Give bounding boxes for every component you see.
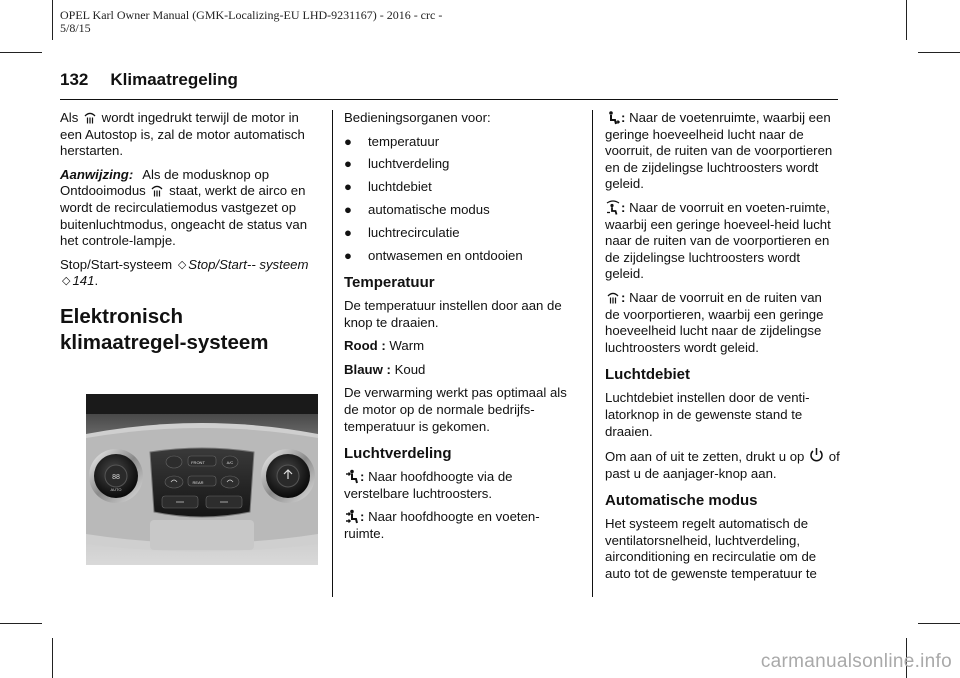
defrost-icon — [150, 183, 164, 198]
crop-mark — [918, 52, 960, 53]
chapter-title: Klimaatregeling — [110, 70, 238, 89]
meta-line: OPEL Karl Owner Manual (GMK-Localizing-EU LHD-9231167) - 2016 - crc - — [60, 8, 443, 22]
vent-face-icon — [345, 469, 359, 484]
crop-mark — [52, 0, 53, 40]
paragraph: Blauw : Koud — [344, 361, 426, 377]
paragraph: De temperatuur instellen door aan de knop te draaien. — [344, 298, 562, 330]
paragraph: Bedieningsorganen voor: — [344, 110, 491, 125]
paragraph: Om aan of uit te zetten, drukt u op of past u de aanjager-knop aan. — [605, 449, 840, 481]
column-3 — [605, 110, 840, 590]
list-item: ● luchtdebiet — [344, 179, 432, 195]
list-item: ● temperatuur — [344, 133, 440, 149]
subsection-heading: Luchtdebiet — [605, 366, 690, 384]
list-item: ● luchtverdeling — [344, 156, 450, 172]
column-1 — [60, 110, 315, 356]
subsection-heading: Temperatuur — [344, 274, 435, 292]
paragraph: Rood : Warm — [344, 338, 425, 354]
cross-reference-page[interactable]: 141 — [72, 273, 95, 289]
paragraph: : Naar hoofdhoogte en voeten-ruimte. — [344, 509, 540, 542]
paragraph: Luchtdebiet instellen door de venti-latorknop in de gewenste stand te draaien. — [605, 390, 810, 439]
crop-mark — [0, 52, 42, 53]
vent-windshield-feet-icon — [606, 200, 620, 215]
paragraph: Het systeem regelt automatisch de ventilatorsnelheid, luchtverdeling, airconditioning en recirculatie om de auto tot de gewenste temperatuur te — [605, 516, 817, 582]
auto-label: AUTO — [110, 487, 122, 492]
paragraph: : Naar de voorruit en voeten-ruimte, waarbij een geringe hoeveel-heid lucht naar de ruiten van de voorportieren en de zijdelingse luchtroosters wordt geleid. — [605, 199, 831, 282]
climate-control-panel-photo — [86, 394, 318, 565]
subsection-heading: Automatische modus — [605, 492, 758, 510]
ac-label: A/C — [226, 460, 234, 465]
vent-feet-icon — [606, 110, 620, 125]
paragraph: Als wordt ingedrukt terwijl de motor in een Autostop is, zal de motor automatisch herstarten. — [60, 110, 305, 159]
note: Aanwijzing: Als de modusknop op Ontdooimodus staat, werkt de airco en wordt de recirculatiemodus vastgezet op buitenluchtmodus, ongeacht de status van het controle-lampje. — [60, 166, 308, 249]
paragraph: : Naar de voetenruimte, waarbij een geringe hoeveelheid lucht naar de voorruit, de ruiten van de voorportieren en de zijdelingse luchtroosters wordt geleid. — [605, 110, 833, 192]
crop-mark — [0, 623, 42, 624]
page-number: 132 — [60, 70, 89, 89]
defrost-icon — [606, 290, 620, 305]
cross-reference-link[interactable]: Stop/Start-- systeem — [188, 256, 309, 272]
page-reference-icon: ◇ — [62, 275, 71, 288]
column-separator — [592, 110, 593, 597]
paragraph: De verwarming werkt pas optimaal als de motor op de normale bedrijfs-temperatuur is gekomen. — [344, 385, 567, 434]
list-item: ● ontwasemen en ontdooien — [344, 247, 523, 263]
defrost-icon — [83, 110, 97, 125]
rear-defrost-label: REAR — [192, 480, 204, 485]
paragraph: : Naar de voorruit en de ruiten van de voorportieren, waarbij een geringe hoeveelheid lucht naar de zijdelingse luchtroosters wordt geleid. — [605, 289, 824, 355]
svg-text:88: 88 — [112, 474, 120, 481]
crop-mark — [906, 0, 907, 40]
crop-mark — [52, 638, 53, 678]
section-heading: Elektronisch klimaatregel-systeem — [60, 304, 269, 354]
front-defrost-label: FRONT — [191, 460, 205, 465]
controls-list — [344, 134, 576, 265]
meta-line: 5/8/15 — [60, 21, 91, 35]
page-reference-icon: ◇ — [177, 258, 187, 271]
subsection-heading: Luchtverdeling — [344, 445, 452, 463]
vent-face-feet-icon — [345, 509, 359, 524]
document-meta — [60, 9, 520, 35]
note-label: Aanwijzing: — [60, 166, 134, 182]
column-separator — [332, 110, 333, 597]
header-rule — [60, 99, 838, 100]
column-2 — [344, 110, 576, 550]
power-icon — [809, 447, 824, 463]
crop-mark — [918, 623, 960, 624]
watermark: carmanualsonline.info — [760, 651, 952, 672]
page-header — [60, 70, 840, 90]
paragraph: Stop/Start-systeem ◇ Stop/Start-- systeem ◇ 141. — [60, 256, 309, 289]
list-item: ● automatische modus — [344, 201, 490, 217]
paragraph: : Naar hoofdhoogte via de verstelbare luchtroosters. — [344, 469, 513, 501]
list-item: ● luchtrecirculatie — [344, 224, 460, 240]
